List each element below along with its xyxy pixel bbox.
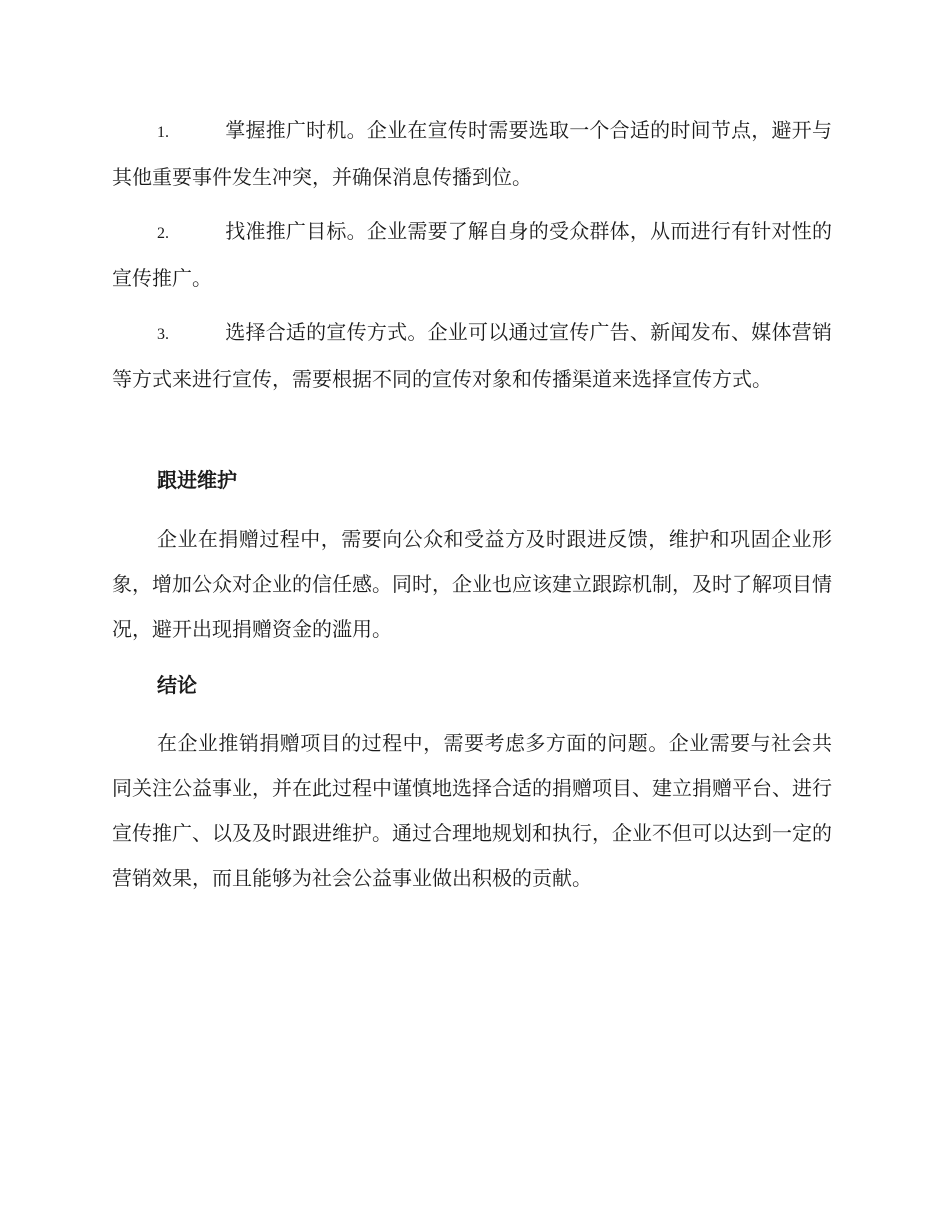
list-item-text: 选择合适的宣传方式。企业可以通过宣传广告、新闻发布、媒体营销等方式来进行宣传，需要根据不同的宣传对象和传播渠道来选择宣传方式。 — [112, 320, 832, 391]
list-item — [112, 310, 832, 402]
section-paragraph: 企业在捐赠过程中，需要向公众和受益方及时跟进反馈，维护和巩固企业形象，增加公众对企业的信任感。同时，企业也应该建立跟踪机制，及时了解项目情况，避开出现捐赠资金的滥用。 — [112, 527, 832, 641]
section-heading: 跟进维护 — [157, 468, 237, 492]
list-item — [112, 108, 832, 200]
list-item — [112, 209, 832, 301]
section-heading: 结论 — [157, 673, 197, 697]
list-item-text: 找准推广目标。企业需要了解自身的受众群体，从而进行有针对性的宣传推广。 — [112, 219, 832, 290]
section-paragraph: 在企业推销捐赠项目的过程中，需要考虑多方面的问题。企业需要与社会共同关注公益事业，并在此过程中谨慎地选择合适的捐赠项目、建立捐赠平台、进行宣传推广、以及及时跟进维护。通过合理地规划和执行，企业不但可以达到一定的营销效果，而且能够为社会公益事业做出积极的贡献。 — [112, 731, 832, 890]
list-number: 3. — [157, 326, 169, 343]
list-number: 2. — [157, 225, 169, 242]
list-number: 1. — [157, 124, 169, 141]
list-item-text: 掌握推广时机。企业在宣传时需要选取一个合适的时间节点，避开与其他重要事件发生冲突，并确保消息传播到位。 — [112, 118, 832, 189]
